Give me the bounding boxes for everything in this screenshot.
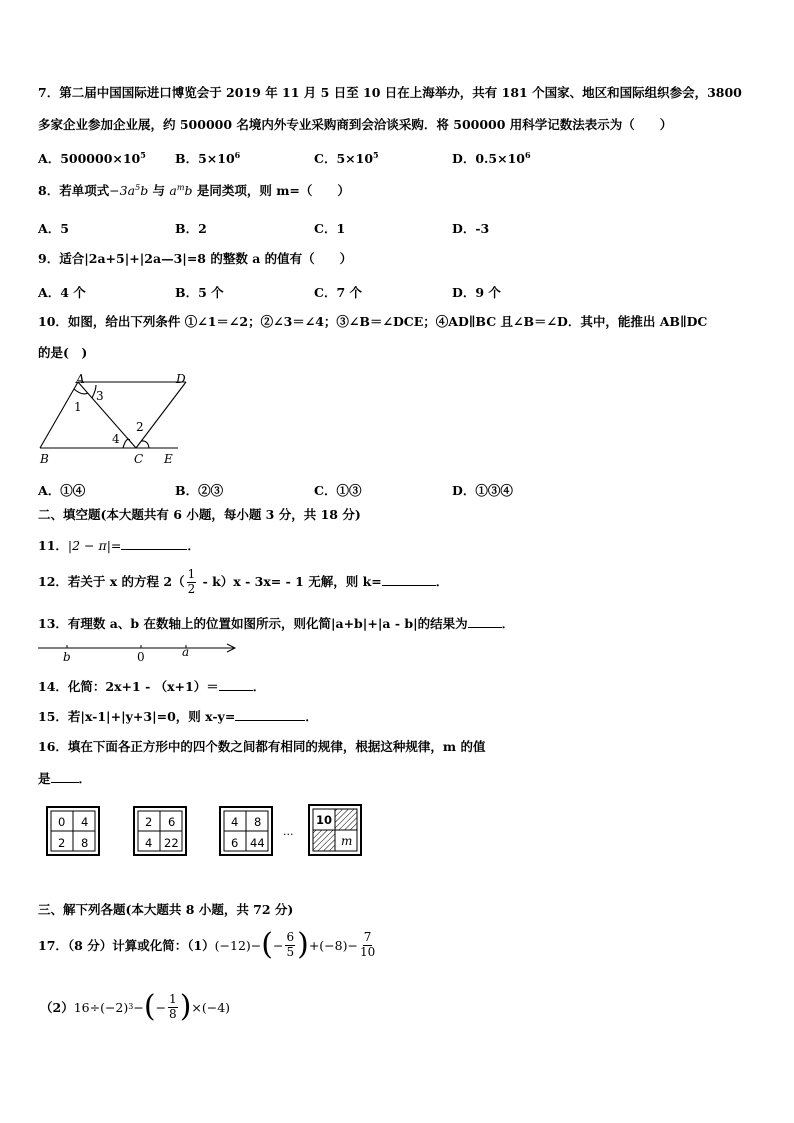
q17-part2: （2） 16÷(−2) 3 − ( − $\frac{1}{8}$ ) ×(−4) xyxy=(40,989,231,1024)
q9-option-c: C．7 个 xyxy=(314,285,362,300)
q7-option-c: C．$5\times 10^5$ xyxy=(314,150,379,166)
angle-label-2: 2 xyxy=(136,420,144,434)
label-c: C xyxy=(134,452,144,466)
q16-squares xyxy=(44,802,366,858)
square1-br: 8 xyxy=(81,836,89,850)
q10-figure xyxy=(30,370,200,468)
ellipsis: ··· xyxy=(283,828,294,841)
q10-line1: 10．如图，给出下列条件 ①∠1＝∠2；②∠3＝∠4；③∠B＝∠DCE；④AD∥BC 且∠B＝∠D．其中，能推出 AB∥DC xyxy=(38,314,708,329)
q9-option-a: A．4 个 xyxy=(38,285,86,300)
square2-br: 22 xyxy=(164,836,179,850)
q14: 14．化简：2x+1 - （x+1）＝ ． xyxy=(38,679,266,694)
q9-option-b: B．5 个 xyxy=(175,285,224,300)
q7-option-a: A．$500000\times 10^5$ xyxy=(38,150,146,166)
q7-option-b: B．$5\times 10^6$ xyxy=(175,150,241,166)
q8-option-a: A．5 xyxy=(38,221,69,236)
q10-line2: 的是( ) xyxy=(38,345,88,360)
label-b: B xyxy=(40,452,49,466)
square3-bl: 6 xyxy=(231,836,239,850)
last-square-m: m xyxy=(341,834,353,848)
q16-line2: 是 ． xyxy=(38,771,92,786)
angle-label-1: 1 xyxy=(74,400,82,414)
q12: 12．若关于 x 的方程 2（ $\frac{1}{2}$ - k）x - 3x= - 1 无解，则 k= ． xyxy=(38,567,449,596)
q8-option-c: C．1 xyxy=(314,221,346,236)
q10-option-b: B．②③ xyxy=(175,483,224,498)
axis-label-b: b xyxy=(63,650,71,664)
section-2-heading: 二、填空题(本大题共有 6 小题，每小题 3 分，共 18 分) xyxy=(38,507,361,522)
q10-option-d: D．①③④ xyxy=(452,483,513,498)
label-d: D xyxy=(176,372,186,386)
q8-stem: 8．若单项式$-3a^5b$ 与 $a^mb$ 是同类项，则 m=（ ） xyxy=(38,183,350,198)
square3-br: 44 xyxy=(250,836,265,850)
square2-tl: 2 xyxy=(145,815,153,829)
q8-option-b: B．2 xyxy=(175,221,207,236)
axis-label-zero: 0 xyxy=(137,650,145,664)
square1-tr: 4 xyxy=(81,815,89,829)
square3-tr: 8 xyxy=(254,815,262,829)
q9-stem: 9．适合|2a+5|+|2a—3|=8 的整数 a 的值有（ ） xyxy=(38,251,353,266)
square2-bl: 4 xyxy=(145,836,153,850)
q8-option-d: D．-3 xyxy=(452,221,490,236)
q15: 15．若|x-1|+|y+3|=0，则 x-y= ． xyxy=(38,709,318,724)
q16-line1: 16．填在下面各正方形中的四个数之间都有相同的规律，根据这种规律，m 的值 xyxy=(38,739,486,754)
q11: 11．|2 − π|= ． xyxy=(38,538,200,553)
square1-bl: 2 xyxy=(58,836,66,850)
label-a: A xyxy=(76,372,85,386)
q17-part1: 17．（8 分）计算或化简：（1） (−12)− ( − $\frac{6}{5}$ ) +(−8)− $\frac{7}{10}$ xyxy=(38,927,376,962)
q7-line2: 多家企业参加企业展，约 500000 名境内外专业采购商到会洽谈采购．将 500000 用科学记数法表示为（ ） xyxy=(38,117,673,132)
angle-label-4: 4 xyxy=(112,432,120,446)
angle-label-3: 3 xyxy=(96,389,104,403)
square3-tl: 4 xyxy=(231,815,239,829)
q9-option-d: D．9 个 xyxy=(452,285,501,300)
section-3-heading: 三、解下列各题(本大题共 8 小题，共 72 分) xyxy=(38,902,294,917)
last-square-tl: 10 xyxy=(316,813,333,827)
square1-tl: 0 xyxy=(58,815,66,829)
axis-label-a: a xyxy=(182,645,190,659)
q10-option-c: C．①③ xyxy=(314,483,362,498)
square2-tr: 6 xyxy=(168,815,176,829)
number-line xyxy=(36,640,241,664)
q10-option-a: A．①④ xyxy=(38,483,86,498)
label-e: E xyxy=(164,452,173,466)
q13: 13．有理数 a、b 在数轴上的位置如图所示，则化简|a+b|+|a - b|的结果为 ． xyxy=(38,616,515,631)
q7-line1: 7．第二届中国国际进口博览会于 2019 年 11 月 5 日至 10 日在上海举办，共有 181 个国家、地区和国际组织参会，3800 xyxy=(38,85,742,100)
q7-option-d: D．$0.5\times 10^6$ xyxy=(452,150,531,166)
